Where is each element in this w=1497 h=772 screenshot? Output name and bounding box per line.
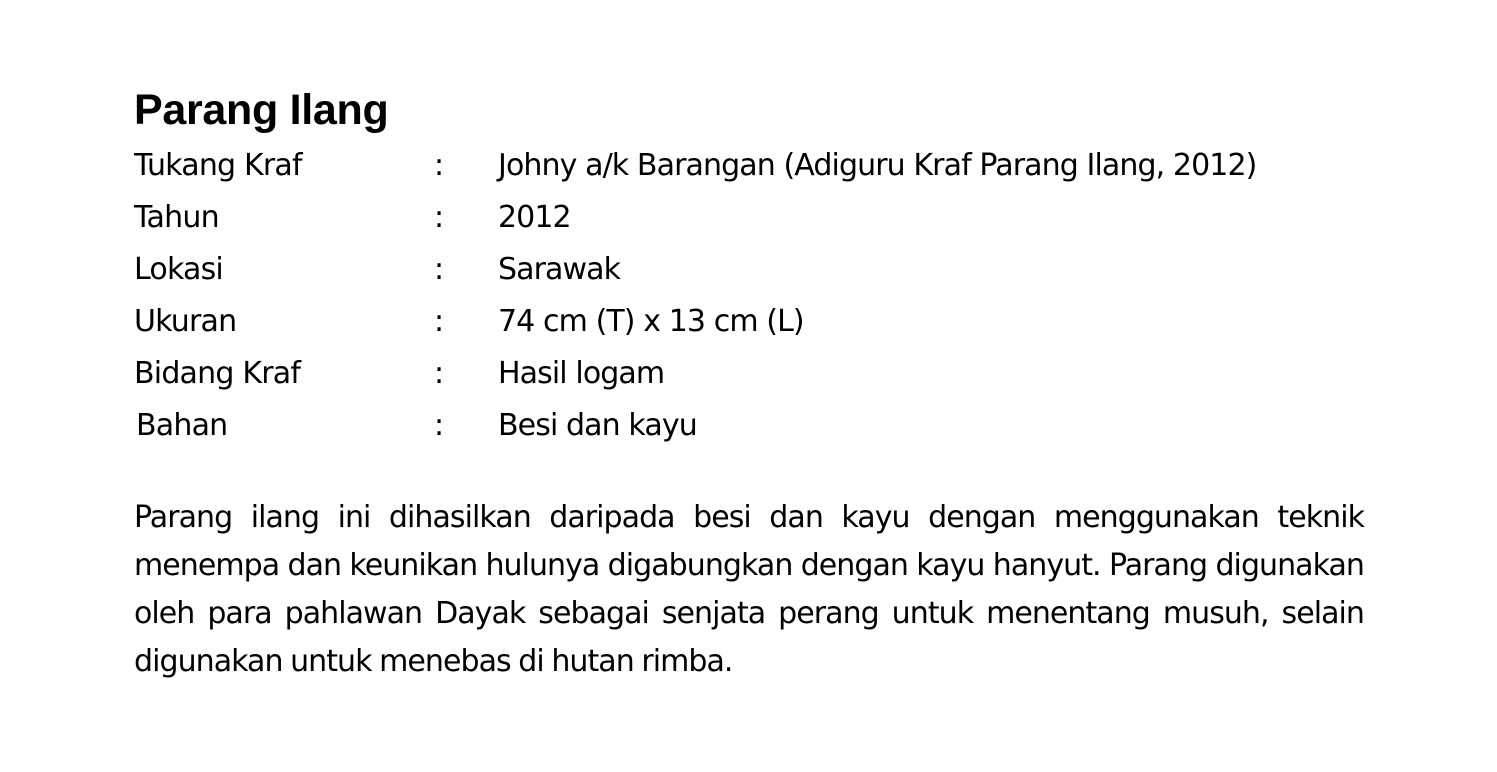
detail-value: Johny a/k Barangan (Adiguru Kraf Parang Ilang, 2012) <box>498 148 1257 183</box>
detail-value: Sarawak <box>498 252 621 287</box>
detail-label: Ukuran <box>134 304 237 339</box>
detail-row-bahan <box>134 400 1364 452</box>
detail-value: Besi dan kayu <box>498 408 697 443</box>
detail-label: Bahan <box>136 408 228 443</box>
detail-row-tukang-kraf <box>134 140 1364 192</box>
detail-label: Lokasi <box>134 252 223 287</box>
detail-label: Bidang Kraf <box>134 356 301 391</box>
detail-row-lokasi <box>134 244 1364 296</box>
details-table <box>134 140 1364 452</box>
page-title: Parang Ilang <box>134 86 389 134</box>
detail-label: Tahun <box>134 200 219 235</box>
detail-label: Tukang Kraf <box>134 148 302 183</box>
detail-value: 74 cm (T) x 13 cm (L) <box>498 304 804 339</box>
detail-separator: : <box>434 356 445 391</box>
document-page <box>134 82 1364 716</box>
detail-separator: : <box>434 304 445 339</box>
detail-value: 2012 <box>498 200 571 235</box>
detail-value: Hasil logam <box>498 356 665 391</box>
detail-row-ukuran <box>134 296 1364 348</box>
detail-separator: : <box>434 148 445 183</box>
detail-row-tahun <box>134 192 1364 244</box>
detail-separator: : <box>434 408 445 443</box>
detail-separator: : <box>434 252 445 287</box>
detail-separator: : <box>434 200 445 235</box>
detail-row-bidang-kraf <box>134 348 1364 400</box>
description-paragraph: Parang ilang ini dihasilkan daripada besi dan kayu dengan menggunakan teknik menempa dan keunikan hulunya digabungkan dengan kayu hanyut. Parang digunakan oleh para pahlawan Dayak sebagai senjata perang untuk menentang musuh, selain digunakan untuk menebas di hutan rimba. <box>134 500 1364 679</box>
